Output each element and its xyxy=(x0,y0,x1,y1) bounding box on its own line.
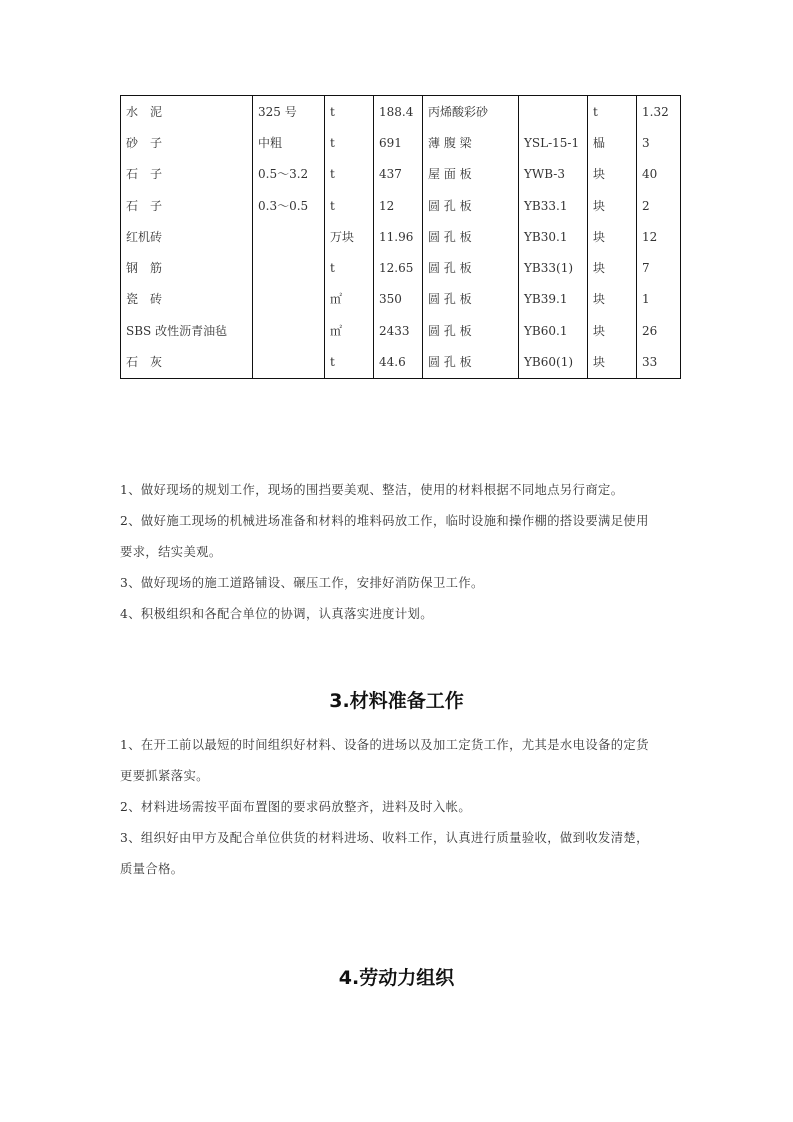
s2-line-1: 1、做好现场的规划工作，现场的围挡要美观、整洁，使用的材料根据不同地点另行商定。 xyxy=(120,483,624,497)
table-row xyxy=(121,96,681,128)
materials-table xyxy=(120,95,681,379)
table-row xyxy=(121,221,681,252)
table-cell: t xyxy=(325,252,374,283)
table-cell: 0.3～0.5 xyxy=(253,190,325,221)
table-cell: 0.5～3.2 xyxy=(253,159,325,190)
table-cell: YB60(1) xyxy=(519,346,588,378)
s2-line-4: 3、做好现场的施工道路铺设、碾压工作，安排好消防保卫工作。 xyxy=(120,576,484,590)
table-cell: 石 子 xyxy=(121,190,253,221)
table-cell: 榀 xyxy=(588,127,637,158)
table-cell: 1.32 xyxy=(637,96,681,128)
s2-line-5: 4、积极组织和各配合单位的协调，认真落实进度计划。 xyxy=(120,607,433,621)
table-cell: YB33(1) xyxy=(519,252,588,283)
table-row xyxy=(121,346,681,378)
table-cell: 1 xyxy=(637,284,681,315)
s2-line-3: 要求，结实美观。 xyxy=(120,545,222,559)
table-cell xyxy=(253,315,325,346)
table-cell xyxy=(253,221,325,252)
section-4-heading: 4.劳动力组织 xyxy=(338,967,455,989)
table-cell: YB33.1 xyxy=(519,190,588,221)
table-cell: 圆 孔 板 xyxy=(423,284,519,315)
table-cell: YSL-15-1 xyxy=(519,127,588,158)
section-3-heading: 3.材料准备工作 xyxy=(329,690,464,712)
table-cell: 钢 筋 xyxy=(121,252,253,283)
s3-line-5: 质量合格。 xyxy=(120,862,184,876)
table-cell: 44.6 xyxy=(374,346,423,378)
table-cell: t xyxy=(325,127,374,158)
s3-line-3: 2、材料进场需按平面布置图的要求码放整齐，进料及时入帐。 xyxy=(120,800,472,814)
table-cell: 万块 xyxy=(325,221,374,252)
table-cell: 圆 孔 板 xyxy=(423,252,519,283)
table-cell: YB60.1 xyxy=(519,315,588,346)
s3-line-2: 更要抓紧落实。 xyxy=(120,769,209,783)
table-cell: 40 xyxy=(637,159,681,190)
table-row xyxy=(121,284,681,315)
table-cell: 薄 腹 梁 xyxy=(423,127,519,158)
table-cell: 块 xyxy=(588,252,637,283)
table-cell: t xyxy=(325,96,374,128)
table-cell xyxy=(253,252,325,283)
table-cell: 33 xyxy=(637,346,681,378)
table-cell: ㎡ xyxy=(325,284,374,315)
table-cell: 3 xyxy=(637,127,681,158)
table-cell: 丙烯酸彩砂 xyxy=(423,96,519,128)
table-cell: 中粗 xyxy=(253,127,325,158)
table-row xyxy=(121,252,681,283)
table-row xyxy=(121,159,681,190)
table-cell: SBS 改性沥青油毡 xyxy=(121,315,253,346)
table-cell: 块 xyxy=(588,190,637,221)
table-cell: 屋 面 板 xyxy=(423,159,519,190)
table-cell: 块 xyxy=(588,221,637,252)
table-cell: 437 xyxy=(374,159,423,190)
table-cell: t xyxy=(325,159,374,190)
table-cell: 12 xyxy=(374,190,423,221)
table-cell: YB39.1 xyxy=(519,284,588,315)
table-cell: 2 xyxy=(637,190,681,221)
table-cell: 26 xyxy=(637,315,681,346)
table-cell: 2433 xyxy=(374,315,423,346)
table-cell: 块 xyxy=(588,284,637,315)
table-cell: 12.65 xyxy=(374,252,423,283)
table-cell: 块 xyxy=(588,159,637,190)
table-cell: YWB-3 xyxy=(519,159,588,190)
table-cell: 瓷 砖 xyxy=(121,284,253,315)
table-cell: 砂 子 xyxy=(121,127,253,158)
table-cell xyxy=(253,284,325,315)
table-cell: 圆 孔 板 xyxy=(423,315,519,346)
table-cell: t xyxy=(325,346,374,378)
table-cell: 圆 孔 板 xyxy=(423,346,519,378)
table-cell: 圆 孔 板 xyxy=(423,221,519,252)
table-cell: t xyxy=(588,96,637,128)
table-cell: 691 xyxy=(374,127,423,158)
table-cell: 石 灰 xyxy=(121,346,253,378)
table-cell: YB30.1 xyxy=(519,221,588,252)
table-row xyxy=(121,127,681,158)
table-cell: 325 号 xyxy=(253,96,325,128)
table-row xyxy=(121,190,681,221)
table-cell: 水 泥 xyxy=(121,96,253,128)
table-row xyxy=(121,315,681,346)
table-cell: 12 xyxy=(637,221,681,252)
table-cell: 石 子 xyxy=(121,159,253,190)
table-cell xyxy=(519,96,588,128)
table-cell: t xyxy=(325,190,374,221)
table-cell: 块 xyxy=(588,315,637,346)
table-cell: ㎡ xyxy=(325,315,374,346)
table-cell: 350 xyxy=(374,284,423,315)
s3-line-1: 1、在开工前以最短的时间组织好材料、设备的进场以及加工定货工作，尤其是水电设备的定货 xyxy=(120,738,649,752)
s3-line-4: 3、组织好由甲方及配合单位供货的材料进场、收料工作，认真进行质量验收，做到收发清楚， xyxy=(120,831,649,845)
table-cell xyxy=(253,346,325,378)
table-cell: 圆 孔 板 xyxy=(423,190,519,221)
table-cell: 红机砖 xyxy=(121,221,253,252)
table-cell: 块 xyxy=(588,346,637,378)
table-cell: 7 xyxy=(637,252,681,283)
s2-line-2: 2、做好施工现场的机械进场准备和材料的堆料码放工作，临时设施和操作棚的搭设要满足使用 xyxy=(120,514,649,528)
table-cell: 11.96 xyxy=(374,221,423,252)
table-cell: 188.4 xyxy=(374,96,423,128)
